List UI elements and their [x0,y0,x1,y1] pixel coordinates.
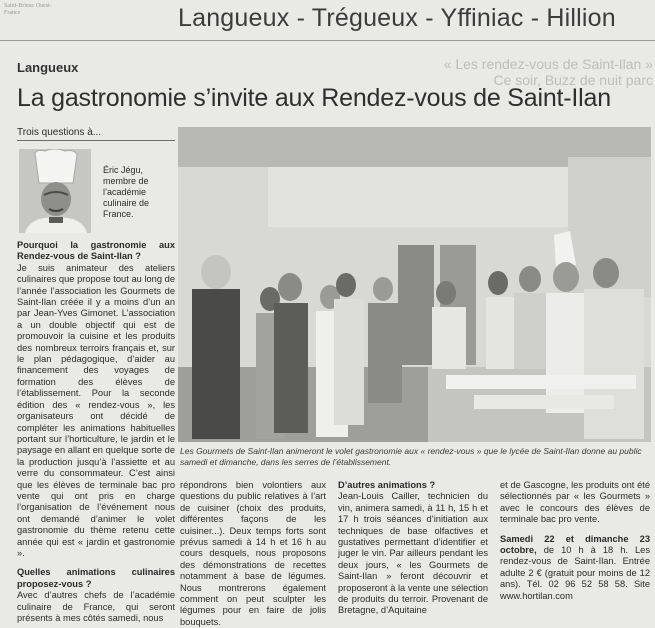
answer-1: Je suis animateur des ateliers culinaires que propose tout au long de l’année l’association les Gourmets de Saint-Ilan créée il y a moins d’un an par Jean-Yves Gimonet. L’association a un double objectif qui est de promouvoir la cuisine et les produits des nombreux terroirs français et, sur le plan pédagogique, d’aider au financement des voyages de formation des élèves de l’établissement. Pour la seconde édition des « rendez-vous », les organisateurs ont décidé de compléter les animations habituelles portant sur l’horticulture, le jardin et le paysage en allant en quelque sorte de la production jusqu’à l’assiette et au verre du consommateur. C’est ainsi que les élèves de terminale bac pro vente qui ont pris en charge l’organisation de l’événement nous ont demandé d’animer le volet gastronomie du thème retenu cette année qui est « jardin et gastronomie ». [17,262,175,558]
interview-kicker: Trois questions à... [17,127,175,141]
interviewee-role: membre de [103,176,149,186]
section-label: Langueux [17,60,79,75]
group-photo-image [178,127,651,442]
bleed-line: « Les rendez-vous de Saint-Ilan » [443,56,653,72]
article-headline: La gastronomie s’invite aux Rendez-vous de Saint-Ilan [17,84,611,112]
question-2: Quelles animations culinaires proposez-vous ? [17,567,175,589]
article-photo [178,127,651,442]
masthead-title: Langueux - Trégueux - Yffiniac - Hillion [178,4,616,32]
masthead [0,0,655,41]
article-column-1 [17,240,175,624]
answer-3: Jean-Louis Cailler, technicien du vin, animera samedi, à 11 h, 15 h et 17 h trois séances d’initiation aux techniques de base olfactives et gustatives permettant d’identifier et juger le vin. Par ailleurs pendant les deux jours, « les Gourmets de Saint-Ilan » feront découvrir et proposeront à la vente une sélection de produits du terroir. Provenant de Bretagne, d’Aquitaine [338,491,488,616]
interviewee-role: France. [103,209,134,219]
interviewee-caption [103,165,175,220]
masthead-ghost-text: Saint-Brieuc Ouest-France [4,3,52,16]
chef-portrait-image [19,149,91,233]
question-1: Pourquoi la gastronomie aux Rendez-vous de Saint-Ilan ? [17,240,175,262]
practical-info-details: de 10 h à 18 h. Les rendez-vous de Saint-Ilan. Entrée adulte 2 € (gratuit pour moins de 12 ans). Tél. 02 96 52 58 58. Site www.hortilan.com [500,545,650,601]
photo-caption: Les Gourmets de Saint-Ilan animeront le volet gastronomie aux « rendez-vous » que le lycée de Saint-Ilan donne au public samedi et dimanche, dans les serres de l’établissement. [180,446,642,467]
interviewee-name: Éric Jégu, [103,165,144,175]
bleed-line: Ce soir, Buzz de nuit parc [493,72,653,88]
chef-portrait [19,149,91,233]
article-column-2 [180,480,326,628]
interviewee-role: culinaire de [103,198,150,208]
practical-info-dates: Samedi 22 et dimanche 23 octobre, [500,533,650,556]
article-column-4 [500,480,650,602]
question-3: D’autres animations ? [338,480,436,490]
answer-2-continued: répondrons bien volontiers aux questions du public relatives à l’art de cuisiner (choix des produits, différentes façons de les cuisiner...). Deux temps forts sont prévus samedi à 14 h et 16 h au cours desquels, nous proposons des démonstrations de recettes notamment à base de légumes. Nous montrerons également comment on peut sculpter les légumes pour en faire de jolis bouquets. [180,480,326,627]
answer-2: Avec d’autres chefs de l’académie culinaire de France, qui seront présents à mes côtés samedi, nous [17,590,175,623]
answer-3-continued: et de Gascogne, les produits ont été sélectionnés par « les Gourmets » avec le concours des élèves de terminale bac pro vente. [500,480,650,525]
interviewee-role: l’académie [103,187,147,197]
article-column-3 [338,480,488,617]
practical-info [500,534,650,602]
